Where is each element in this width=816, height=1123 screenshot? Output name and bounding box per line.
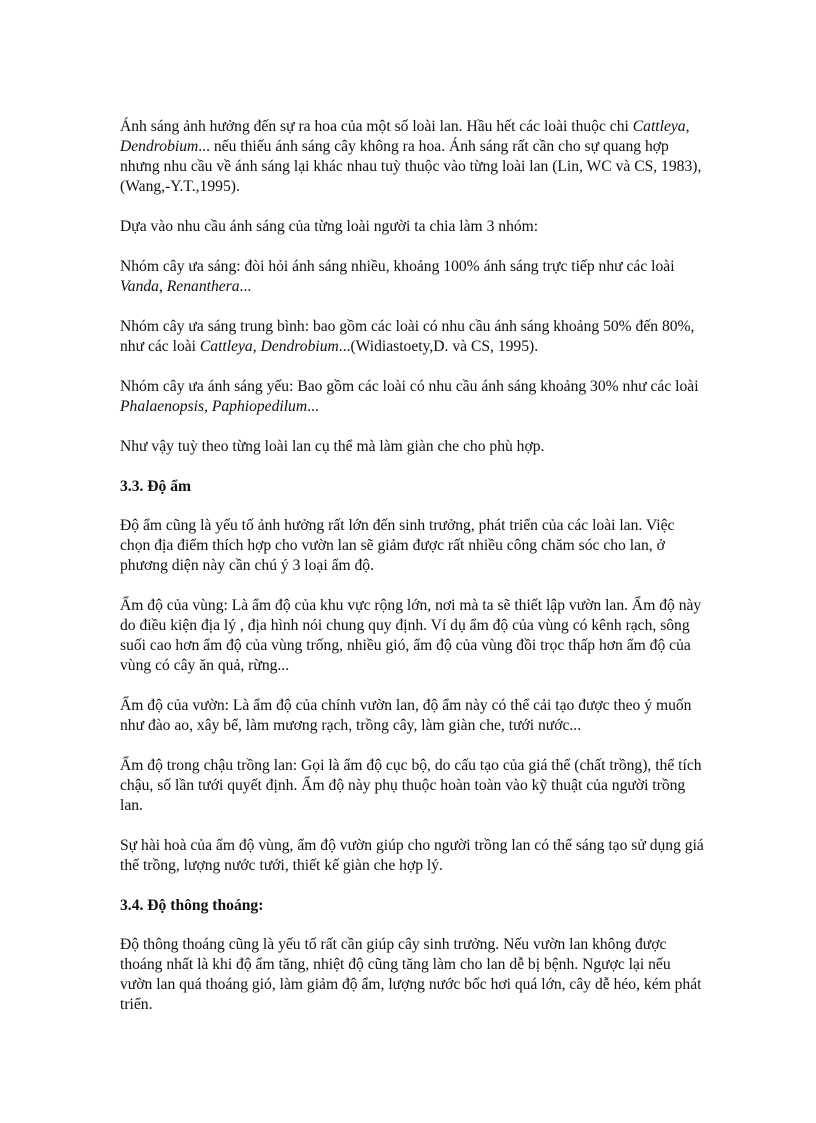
text: , xyxy=(204,398,212,415)
paragraph-humidity-intro: Độ ẩm cũng là yếu tố ảnh hưởng rất lớn đến sinh trưởng, phát triển của các loài lan. Việc chọn địa điểm thích hợp cho vườn lan sẽ giảm được rất nhiều công chăm sóc cho lan, ở phương diện này cần chú ý 3 loại ẩm độ. xyxy=(120,517,675,574)
text: ... nếu thiếu ánh sáng cây không ra hoa. Ánh sáng rất cần cho sự quang hợp nhưng nhu cầu về ánh sáng lại khác nhau tuỳ thuộc vào từng loài lan (Lin, WC và CS, 1983),(Wang,-Y.T.,1995). xyxy=(120,138,702,195)
species-name: Renanthera xyxy=(166,278,240,295)
species-name: Dendrobium xyxy=(120,138,199,155)
species-name: Paphiopedilum xyxy=(211,398,308,415)
paragraph-group-medium-light xyxy=(120,317,705,357)
paragraph-humidity-harmony: Sự hài hoà của ẩm độ vùng, ẩm độ vườn giúp cho người trồng lan có thể sáng tạo sử dụng giá thể trồng, lượng nước tưới, thiết kế giàn che hợp lý. xyxy=(120,837,704,874)
text: Ánh sáng ảnh hưởng đến sự ra hoa của một số loài lan. Hầu hết các loài thuộc chi xyxy=(120,118,633,135)
text: , xyxy=(252,338,261,355)
text: Nhóm cây ưa sáng: đòi hỏi ánh sáng nhiều, khoảng 100% ánh sáng trực tiếp như các loài xyxy=(120,258,675,275)
paragraph-ventilation: Độ thông thoáng cũng là yếu tố rất cần giúp cây sinh trưởng. Nếu vườn lan không được thoáng nhất là khi độ ẩm tăng, nhiệt độ cũng tăng làm cho lan dễ bị bệnh. Ngược lại nếu vườn lan quá thoáng gió, làm giảm độ ẩm, lượng nước bốc hơi quá lớn, cây dễ héo, kém phát triển. xyxy=(120,936,702,1013)
section-heading-ventilation: 3.4. Độ thông thoáng: xyxy=(120,897,264,914)
species-name: Phalaenopsis xyxy=(120,398,205,415)
paragraph-light-groups-intro: Dựa vào nhu cầu ánh sáng của từng loài người ta chia làm 3 nhóm: xyxy=(120,218,539,235)
paragraph-group-low-light xyxy=(120,377,705,417)
text: ... xyxy=(307,398,319,415)
paragraph-light-flowering xyxy=(120,117,705,197)
species-name: Dendrobium xyxy=(260,338,339,355)
paragraph-pot-humidity: Ẩm độ trong chậu trồng lan: Gọi là ẩm độ cục bộ, do cấu tạo của giá thể (chất trồng), thể tích chậu, số lần tưới quyết định. Ẩm độ này phụ thuộc hoàn toàn vào kỹ thuật của người trồng lan. xyxy=(120,757,702,814)
section-heading-humidity: 3.3. Độ ẩm xyxy=(120,478,192,495)
text: Nhóm cây ưa sáng trung bình: bao gồm các loài có nhu cầu ánh sáng khoảng 50% đến 80%, như các loài xyxy=(120,318,695,355)
paragraph-light-conclusion: Như vậy tuỳ theo từng loài lan cụ thể mà làm giàn che cho phù hợp. xyxy=(120,438,545,455)
document-page xyxy=(120,117,705,1035)
text: ... xyxy=(239,278,252,295)
species-name: Cattleya xyxy=(632,118,686,135)
paragraph-group-high-light xyxy=(120,257,705,297)
paragraph-regional-humidity: Ẩm độ của vùng: Là ẩm độ của khu vực rộng lớn, nơi mà ta sẽ thiết lập vườn lan. Ẩm độ này do điều kiện địa lý , địa hình nói chung quy định. Ví dụ ẩm độ của vùng có kênh rạch, sông suối cao hơn ẩm độ của vùng trống, nhiều gió, ẩm độ của vùng đồi trọc thấp hơn ẩm độ của vùng có cây ăn quả, rừng... xyxy=(120,597,702,674)
species-name: Vanda xyxy=(120,278,159,295)
text: , xyxy=(685,118,690,135)
text: Nhóm cây ưa ánh sáng yếu: Bao gồm các loài có nhu cầu ánh sáng khoảng 30% như các loài xyxy=(120,378,699,395)
species-name: Cattleya xyxy=(199,338,253,355)
text: , xyxy=(158,278,167,295)
text: ...(Widiastoety,D. và CS, 1995). xyxy=(338,338,539,355)
paragraph-garden-humidity: Ẩm độ của vườn: Là ẩm độ của chính vườn lan, độ ẩm này có thể cải tạo được theo ý muốn như đào ao, xây bể, làm mương rạch, trồng cây, làm giàn che, tưới nước... xyxy=(120,697,692,734)
